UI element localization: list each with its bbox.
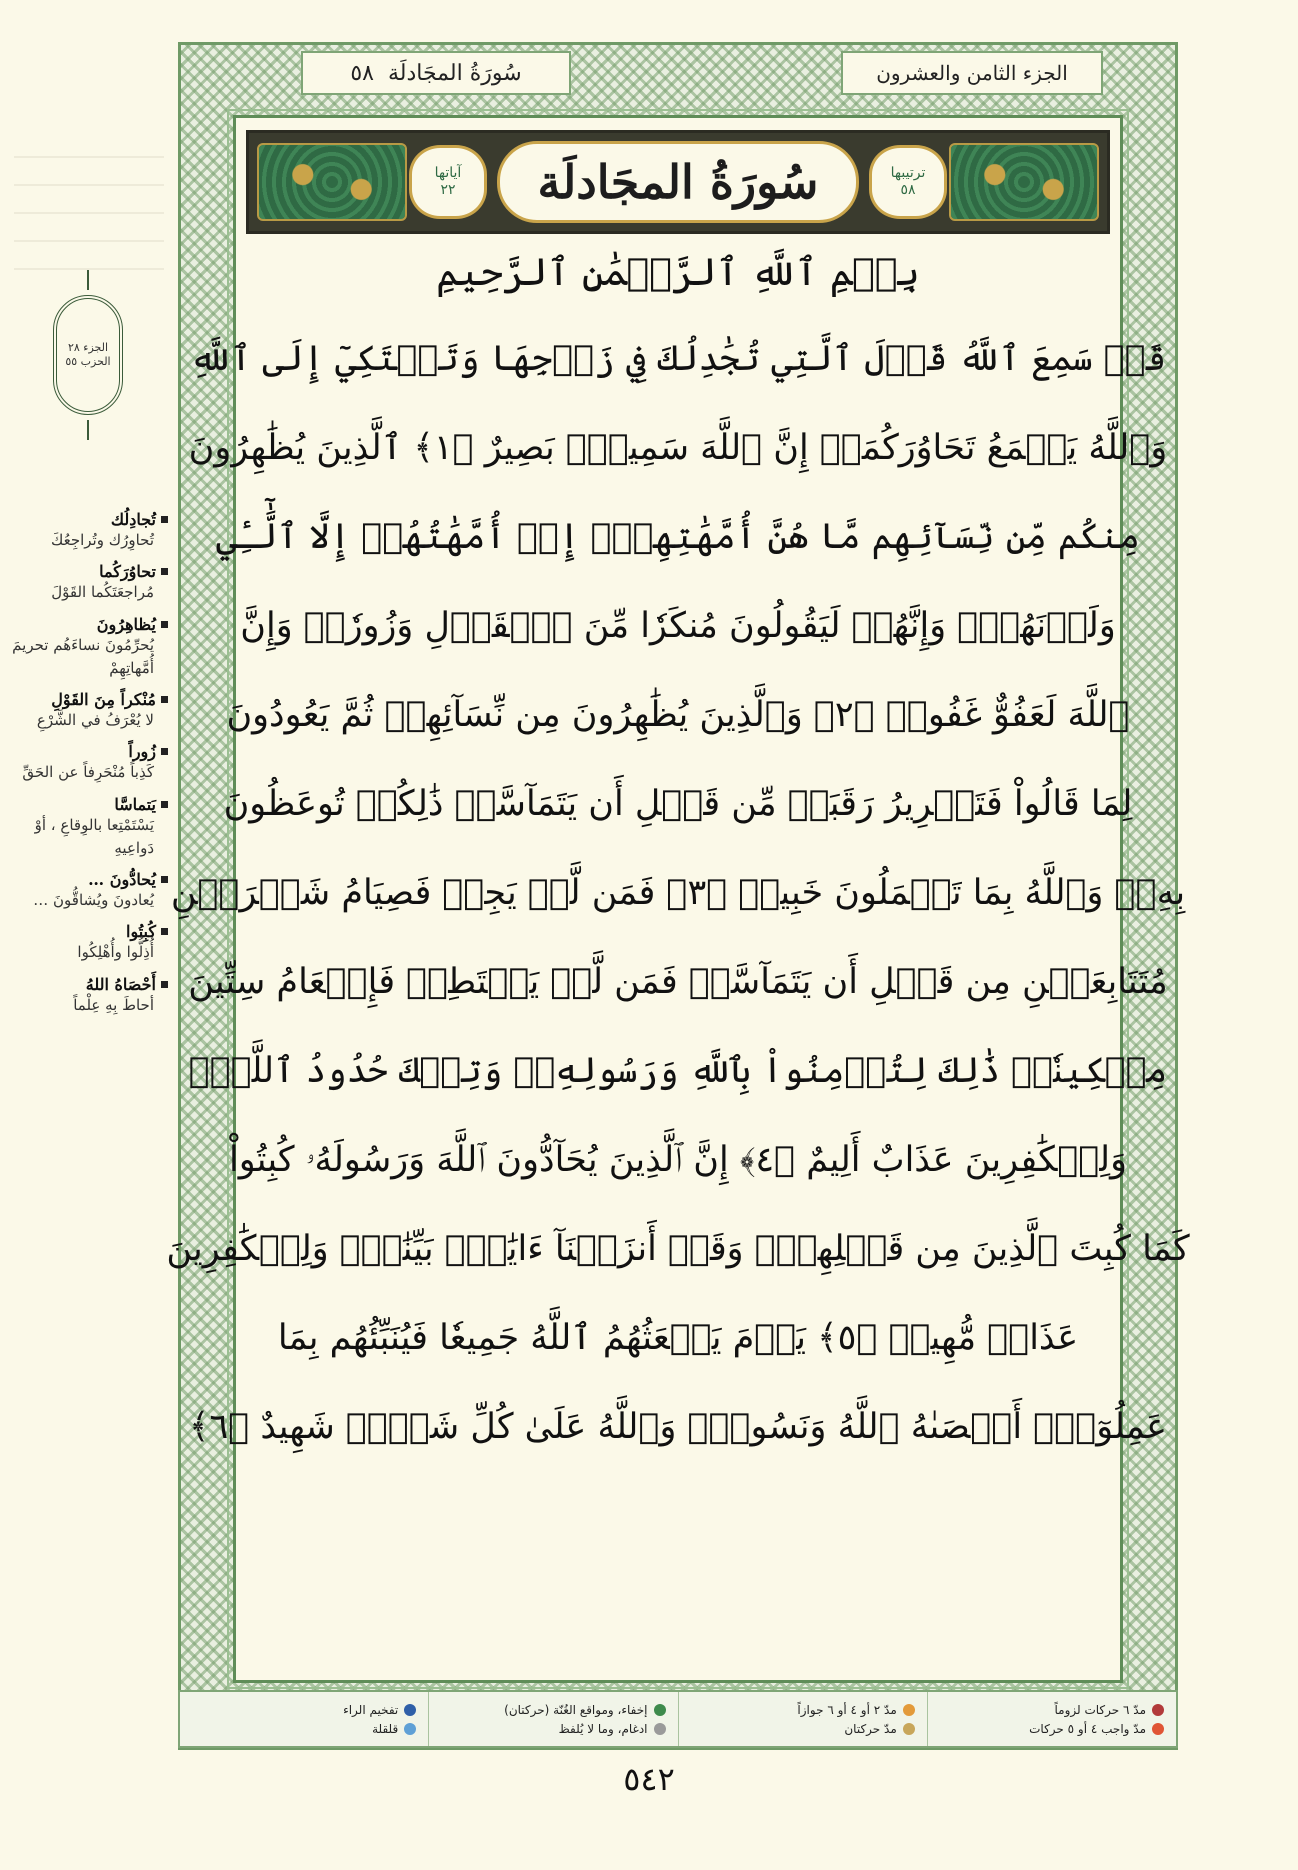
bullet-square-icon: [161, 568, 168, 575]
juz-hizb-medallion: [53, 295, 123, 415]
glossary-entry: [10, 795, 168, 861]
legend-label: مدّ ٢ أو ٤ أو ٦ جوازاً: [797, 1702, 897, 1717]
glossary-entry: [10, 690, 168, 732]
legend-item: [691, 1722, 915, 1736]
glossary-entry: [10, 615, 168, 681]
bullet-square-icon: [161, 696, 168, 703]
header-juz-box: [841, 51, 1103, 95]
glossary-word-row: [10, 975, 168, 994]
surah-order-medallion: [869, 145, 947, 219]
glossary-entry: [10, 922, 168, 964]
header-juz-name: الجزء الثامن والعشرون: [876, 61, 1068, 85]
glossary-definition: يَسْتَمْتِعا بالوِقاعِ ، أوْ دَواعِيهِ: [34, 815, 154, 857]
legend-column: [428, 1692, 677, 1746]
glossary-word-row: [10, 690, 168, 709]
glossary-word: يُحادُّونَ …: [88, 870, 156, 889]
verse-line: بِهِۦۚ وَٱللَّهُ بِمَا تَعۡمَلُونَ خَبِيرٞ ﴿٣﴾ فَمَن لَّمۡ يَجِدۡ فَصِيَامُ شَهۡرَيۡنِ: [170, 872, 1186, 913]
legend-item: [441, 1703, 665, 1717]
glossary-word: أَحْصَاهُ اللهُ: [85, 974, 156, 994]
bullet-square-icon: [161, 981, 168, 988]
ayat-label: آياتها: [434, 165, 462, 182]
surah-banner: [246, 130, 1110, 234]
tajweed-legend: [178, 1690, 1178, 1748]
color-dot-icon: [903, 1704, 915, 1716]
glossary-word-row: [10, 870, 168, 889]
glossary-word-row: [10, 562, 168, 581]
basmala: بِسۡمِ ٱللَّهِ ٱلرَّحۡمَٰنِ ٱلرَّحِيمِ: [436, 250, 920, 294]
glossary-word: زُوراً: [128, 742, 156, 762]
legend-label: مدّ ٦ حركات لزوماً: [1054, 1702, 1146, 1717]
glossary-definition: لا يُعْرَفُ في الشَّرْعِ: [36, 711, 154, 729]
bullet-square-icon: [161, 748, 168, 755]
glossary-word: كُبِتُوا: [126, 922, 156, 942]
verse-line: وَلَدۡنَهُمۡۚ وَإِنَّهُمۡ لَيَقُولُونَ مُنكَرٗا مِّنَ ٱلۡقَوۡلِ وَزُورٗاۚ وَإِنَّ: [240, 605, 1116, 646]
glossary-entry: [10, 870, 168, 912]
legend-label: قلقلة: [372, 1721, 399, 1736]
marker-stem-top: [87, 270, 89, 290]
juz-hizb-marker: [50, 280, 126, 430]
color-dot-icon: [1152, 1704, 1164, 1716]
verse-line: مِسۡكِينٗاۚ ذَٰلِكَ لِتُؤۡمِنُواْ بِٱللَّهِ وَرَسُولِهِۦۚ وَتِلۡكَ حُدُودُ ٱللَّهِۗ: [188, 1050, 1168, 1091]
bullet-square-icon: [161, 801, 168, 808]
glossary-definition: أُذِلُّوا وأُهْلِكُوا: [77, 943, 154, 962]
juz-label: الجزء ٢٨: [67, 340, 109, 354]
legend-item: [940, 1703, 1164, 1717]
verse-line: عَمِلُوٓاْۚ أَحۡصَىٰهُ ٱللَّهُ وَنَسُوهُۚ وَٱللَّهُ عَلَىٰ كُلِّ شَيۡءٖ شَهِيدٌ ﴿٦﴾: [188, 1406, 1168, 1447]
text-panel: [166, 115, 1190, 1683]
marker-stem-bottom: [87, 420, 89, 440]
bullet-square-icon: [161, 516, 168, 523]
glossary-definition: أحاطَ بِهِ عِلْماً: [73, 995, 154, 1014]
glossary-entry: [10, 562, 168, 604]
glossary-definition: كَذِباً مُنْحَرِفاً عن الحَقِّ: [22, 763, 154, 782]
bullet-square-icon: [161, 928, 168, 935]
surah-title: سُورَةُ المجَادلَة: [497, 141, 859, 223]
color-dot-icon: [654, 1704, 666, 1716]
hizb-label: الحزب ٥٥: [65, 355, 111, 368]
legend-label: مدّ حركتان: [844, 1721, 897, 1736]
verse-line: مُتَتَابِعَيۡنِ مِن قَبۡلِ أَن يَتَمَآسَّاۖ فَمَن لَّمۡ يَسۡتَطِعۡ فَإِطۡعَامُ سِتِّينَ: [188, 961, 1168, 1002]
verse-lines: [166, 314, 1190, 1471]
verse-line: وَٱللَّهُ يَسۡمَعُ تَحَاوُرَكُمَآۚ إِنَّ ٱللَّهَ سَمِيعُۢ بَصِيرٌ ﴿١﴾ ٱلَّذِينَ يُظَٰهِرُونَ: [188, 427, 1168, 468]
glossary-word: مُنْكراً مِنَ القَوْلِ: [51, 690, 156, 709]
glossary-word-row: [10, 795, 168, 814]
ayat-value: ٢٢: [440, 182, 456, 198]
legend-label: ادغام، وما لا يُلفظ: [558, 1721, 648, 1736]
legend-item: [192, 1722, 416, 1736]
glossary-margin: [10, 510, 168, 1027]
legend-label: تفخيم الراء: [343, 1702, 399, 1717]
banner-ornament-left: [257, 143, 407, 221]
glossary-word: يُظاهِرُونَ: [96, 614, 156, 634]
verse-line: وَلِلۡكَٰفِرِينَ عَذَابٌ أَلِيمٌ ﴿٤﴾ إِنَّ ٱلَّذِينَ يُحَآدُّونَ ٱللَّهَ وَرَسُولَهُۥ كُبِتُواْ: [229, 1139, 1127, 1180]
glossary-entry: [10, 742, 168, 784]
banner-ornament-right: [949, 143, 1099, 221]
legend-item: [940, 1722, 1164, 1736]
glossary-entry: [10, 510, 168, 552]
page-frame: [166, 42, 1190, 1750]
verse-line: لِمَا قَالُواْ فَتَحۡرِيرُ رَقَبَةٖ مِّن قَبۡلِ أَن يَتَمَآسَّاۚ ذَٰلِكُمۡ تُوعَظُونَ: [223, 783, 1133, 824]
verse-line: عَذَابٞ مُّهِينٞ ﴿٥﴾ يَوۡمَ يَبۡعَثُهُمُ ٱللَّهُ جَمِيعٗا فَيُنَبِّئُهُم بِمَا: [277, 1317, 1079, 1358]
color-dot-icon: [654, 1723, 666, 1735]
glossary-definition: مُراجعَتَكُما القَوْلَ: [51, 583, 154, 602]
page-number: ٥٤٢: [623, 1760, 675, 1798]
glossary-word: تحاوُرَكُما: [99, 562, 156, 582]
show-through-text: [14, 130, 164, 270]
glossary-word-row: [10, 922, 168, 941]
order-label: ترتيبها: [890, 165, 926, 182]
legend-label: إخفاء، ومواقع الغُنّة (حركتان): [504, 1702, 648, 1717]
color-dot-icon: [404, 1723, 416, 1735]
glossary-word: يَتماسَّا: [114, 794, 156, 814]
verse-line: كَمَا كُبِتَ ٱلَّذِينَ مِن قَبۡلِهِمۡۚ وَقَدۡ أَنزَلۡنَآ ءَايَٰتِۢ بَيِّنَٰتٖۚ وَلِلۡكَٰفِرِينَ: [166, 1228, 1190, 1269]
legend-item: [192, 1703, 416, 1717]
color-dot-icon: [903, 1723, 915, 1735]
legend-column: [180, 1692, 428, 1746]
verse-line: مِنكُم مِّن نِّسَآئِهِم مَّا هُنَّ أُمَّهَٰتِهِمۡۖ إِنۡ أُمَّهَٰتُهُمۡ إِلَّا ٱلَّٰٓـِٔي: [216, 516, 1140, 557]
color-dot-icon: [404, 1704, 416, 1716]
ayat-count-medallion: [409, 145, 487, 219]
glossary-definition: يُعادونَ ويُشاقُّونَ …: [33, 891, 154, 909]
header-page-number: ٥٨: [350, 60, 374, 86]
glossary-word-row: [10, 742, 168, 761]
legend-item: [691, 1703, 915, 1717]
verse-line: ٱللَّهَ لَعَفُوٌّ غَفُورٞ ﴿٢﴾ وَٱلَّذِينَ يُظَٰهِرُونَ مِن نِّسَآئِهِمۡ ثُمَّ يَعُودُونَ: [226, 694, 1130, 735]
order-value: ٥٨: [900, 182, 916, 198]
glossary-word: تُجادِلُك: [110, 510, 156, 529]
legend-column: [678, 1692, 927, 1746]
header-surah-name: سُورَةُ المجَادلَة: [387, 60, 522, 86]
glossary-word-row: [10, 510, 168, 529]
legend-item: [441, 1722, 665, 1736]
verse-line: قَدۡ سَمِعَ ٱللَّهُ قَوۡلَ ٱلَّتِي تُجَٰدِلُكَ فِي زَوۡجِهَا وَتَشۡتَكِيٓ إِلَى ٱللَّهِ: [189, 338, 1167, 379]
bullet-square-icon: [161, 621, 168, 628]
color-dot-icon: [1152, 1723, 1164, 1735]
glossary-definition: تُحاوِرُك وتُراجِعُكَ: [50, 531, 154, 549]
bullet-square-icon: [161, 876, 168, 883]
glossary-entry: [10, 975, 168, 1017]
glossary-definition: يُحرِّمُونَ نساءَهُم تحريمَ أُمَّهاتِهِمْ: [12, 635, 154, 677]
glossary-word-row: [10, 615, 168, 634]
legend-label: مدّ واجب ٤ أو ٥ حركات: [1029, 1721, 1146, 1736]
legend-column: [927, 1692, 1176, 1746]
header-surah-box: [301, 51, 571, 95]
